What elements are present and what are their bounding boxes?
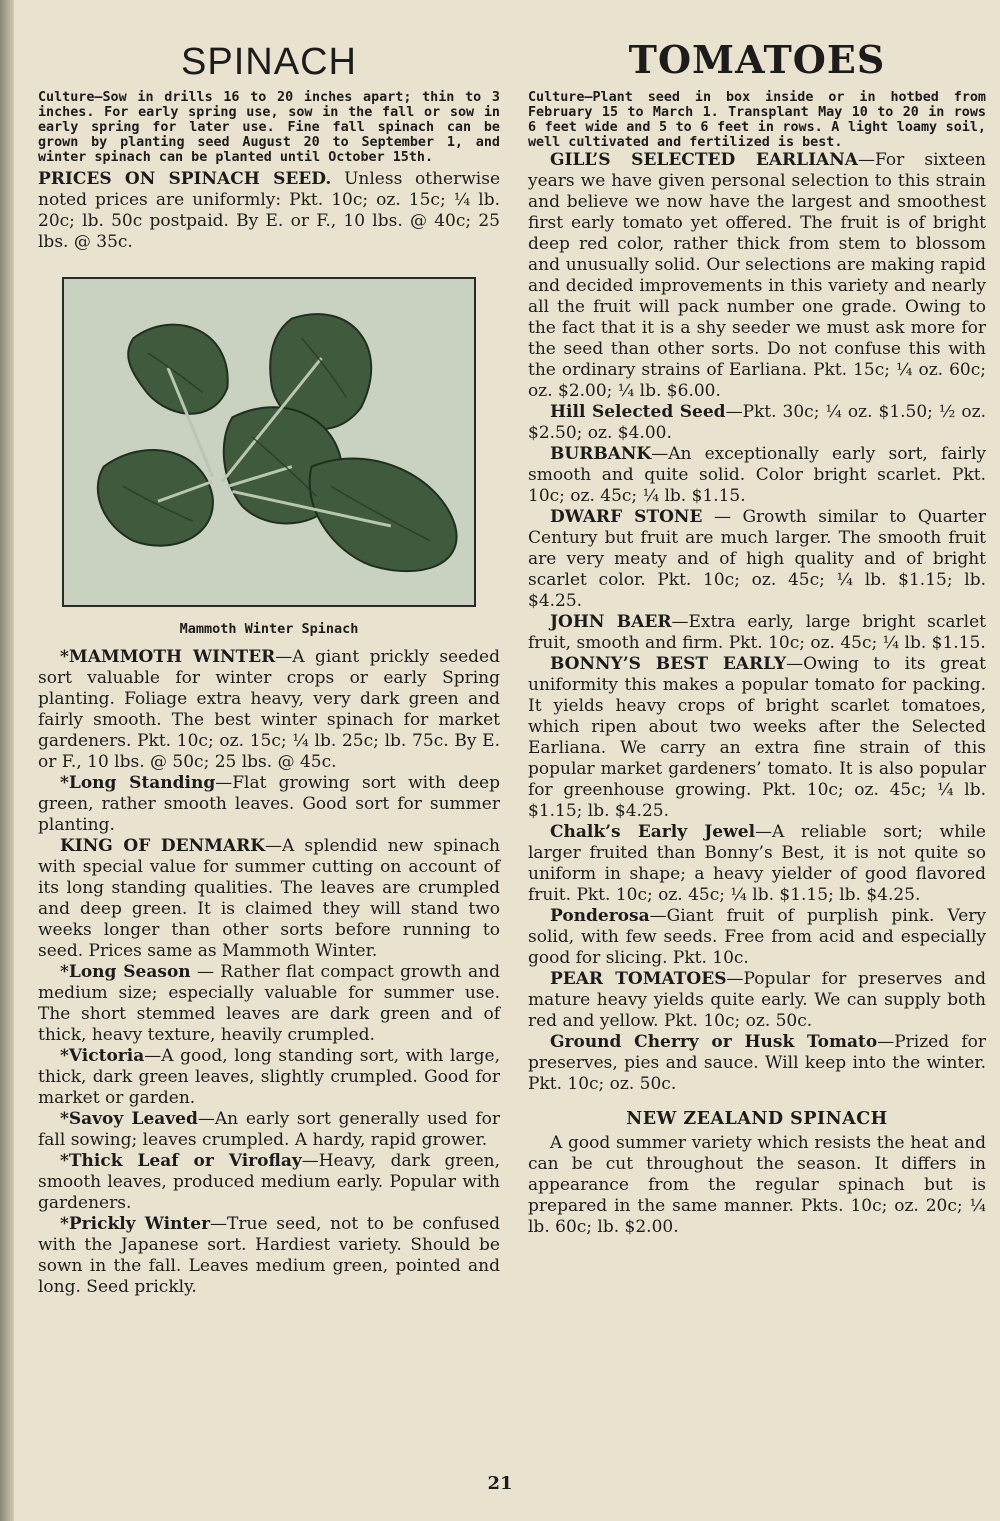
variety-description: —Heavy, dark green, smooth leaves, produced medium early. Popular with gardeners. xyxy=(38,1151,500,1213)
variety-description: —Owing to its great uniformity this makes a popular tomato for packing. It yields heavy crops of bright scarlet tomatoes, which ripen about two weeks after the Selected Earliana. We carry an extra fine strain of this popular market gardeners’ tomato. It is also popular for greenhouse growing. Pkt. 10c; oz. 45c; ¼ lb. $1.15; lb. $4.25. xyxy=(528,654,986,821)
variety-name: Chalk’s Early Jewel xyxy=(550,822,756,842)
variety-description: —A splendid new spinach with special value for summer cutting on account of its long standing qualities. The leaves are crumpled and deep green. It is claimed they will stand two weeks longer than other sorts before running to seed. Prices same as Mammoth Winter. xyxy=(38,836,500,961)
variety-name: *Long Season xyxy=(60,962,191,982)
variety-entry xyxy=(528,906,986,969)
variety-name: GILL’S SELECTED EARLIANA xyxy=(550,150,858,170)
variety-name: BURBANK xyxy=(550,444,652,464)
variety-name: *Victoria xyxy=(60,1046,145,1066)
variety-description: — Growth similar to Quarter Century but fruit are much larger. The smooth fruit are very meaty and of high quality and of bright scarlet color. Pkt. 10c; oz. 45c; ¼ lb. $1.15; lb. $4.25. xyxy=(528,507,986,611)
variety-description: — Rather flat compact growth and medium size; especially valuable for summer use. The short stemmed leaves are dark green and of thick, heavy texture, heavily crumpled. xyxy=(38,962,500,1045)
variety-entry xyxy=(38,1046,500,1109)
tomatoes-column xyxy=(528,0,986,1238)
spinach-prices-text: Unless otherwise noted prices are uniformly: Pkt. 10c; oz. 15c; ¼ lb. 20c; lb. 50c postpaid. By E. or F., 10 lbs. @ 40c; 25 lbs. @ 35c. xyxy=(38,169,501,252)
tomatoes-title: TOMATOES xyxy=(628,37,886,82)
variety-entry xyxy=(38,1214,500,1298)
new-zealand-spinach-text: A good summer variety which resists the heat and can be cut throughout the season. It differs in appearance from the regular spinach but is prepared in the same manner. Pkts. 10c; oz. 20c; ¼ lb. 60c; lb. $2.00. xyxy=(528,1133,986,1237)
variety-name: Hill Selected Seed xyxy=(550,402,726,422)
variety-entry xyxy=(38,773,500,836)
variety-name: KING OF DENMARK xyxy=(60,836,266,856)
variety-name: PEAR TOMATOES xyxy=(550,969,727,989)
variety-description: —Popular for preserves and mature heavy yields quite early. We can supply both red and yellow. Pkt. 10c; oz. 50c. xyxy=(528,969,986,1031)
variety-name: BONNY’S BEST EARLY xyxy=(550,654,787,674)
variety-description: —An early sort generally used for fall sowing; leaves crumpled. A hardy, rapid grower. xyxy=(38,1109,500,1150)
variety-entry xyxy=(528,1032,986,1095)
variety-name: Ground Cherry or Husk Tomato xyxy=(550,1032,878,1052)
spinach-prices xyxy=(38,169,500,253)
variety-name: *Prickly Winter xyxy=(60,1214,211,1234)
variety-entry xyxy=(38,836,500,962)
spinach-column xyxy=(38,0,500,1298)
variety-name: *Thick Leaf or Viroflay xyxy=(60,1151,302,1171)
spinach-prices-heading: PRICES ON SPINACH SEED. xyxy=(38,169,332,189)
spinach-leaves-illustration xyxy=(64,279,474,605)
variety-entry xyxy=(38,1109,500,1151)
new-zealand-spinach-heading: NEW ZEALAND SPINACH xyxy=(626,1109,888,1129)
variety-description: —Giant fruit of purplish pink. Very solid, with few seeds. Free from acid and especially good for slicing. Pkt. 10c. xyxy=(528,906,986,968)
variety-description: —Pkt. 30c; ¼ oz. $1.50; ½ oz. $2.50; oz. $4.00. xyxy=(528,402,987,443)
variety-name: JOHN BAER xyxy=(550,612,672,632)
spinach-photo-caption: Mammoth Winter Spinach xyxy=(179,621,359,637)
variety-description: —Flat growing sort with deep green, rather smooth leaves. Good sort for summer planting. xyxy=(38,773,500,835)
variety-description: —A giant prickly seeded sort valuable for winter crops or early Spring planting. Foliage extra heavy, very dark green and fairly smooth. The best winter spinach for market gardeners. Pkt. 10c; oz. 15c; ¼ lb. 25c; lb. 75c. By E. or F., 10 lbs. @ 50c; 25 lbs. @ 45c. xyxy=(38,647,500,772)
variety-name: *MAMMOTH WINTER xyxy=(60,647,276,667)
variety-name: DWARF STONE xyxy=(550,507,703,527)
variety-entry xyxy=(528,402,986,444)
variety-description: —An exceptionally early sort, fairly smooth and quite solid. Color bright scarlet. Pkt. 10c; oz. 45c; ¼ lb. $1.15. xyxy=(528,444,986,506)
page-number: 21 xyxy=(487,1473,513,1494)
variety-description: —For sixteen years we have given personal selection to this strain and believe we now have the largest and smoothest first early tomato yet offered. The fruit is of bright deep red color, rather thick from stem to blossom and unusually solid. Our selections are making rapid and decided improvements in this variety and nearly all the fruit will pack number one grade. Owing to the fact that it is a shy seeder we must ask more for the seed than other sorts. Do not confuse this with the ordinary strains of Earliana. Pkt. 15c; ¼ oz. 60c; oz. $2.00; ¼ lb. $6.00. xyxy=(528,150,986,401)
variety-name: Ponderosa xyxy=(550,906,650,926)
variety-entry xyxy=(38,1151,500,1214)
variety-entry xyxy=(528,969,986,1032)
variety-description: —Extra early, large bright scarlet fruit, smooth and firm. Pkt. 10c; oz. 45c; ¼ lb. $1.15. xyxy=(528,612,986,653)
variety-entry xyxy=(38,962,500,1046)
variety-description: —A reliable sort; while larger fruited than Bonny’s Best, it is not quite so uniform in shape; a heavy yielder of good flavored fruit. Pkt. 10c; oz. 45c; ¼ lb. $1.15; lb. $4.25. xyxy=(528,822,986,905)
variety-entry xyxy=(528,612,986,654)
variety-entry xyxy=(528,654,986,822)
binding-gutter xyxy=(0,0,14,1521)
spinach-photo xyxy=(62,277,476,607)
variety-name: *Long Standing xyxy=(60,773,216,793)
variety-description: —Prized for preserves, pies and sauce. Will keep into the winter. Pkt. 10c; oz. 50c. xyxy=(528,1032,986,1094)
variety-entry xyxy=(38,647,500,773)
spinach-title: SPINACH xyxy=(181,41,357,83)
spinach-culture: Culture—Sow in drills 16 to 20 inches apart; thin to 3 inches. For early spring use, sow in the fall or sow in early spring for later use. Fine fall spinach can be grown by planting seed August 20 to September 1, and winter spinach can be planted until October 15th. xyxy=(38,90,500,165)
variety-entry xyxy=(528,150,986,402)
variety-description: —A good, long standing sort, with large, thick, dark green leaves, slightly crumpled. Good for market or garden. xyxy=(38,1046,500,1108)
variety-entry xyxy=(528,507,986,612)
variety-entry xyxy=(528,822,986,906)
tomatoes-culture: Culture—Plant seed in box inside or in hotbed from February 15 to March 1. Transplant May 10 to 20 in rows 6 feet wide and 5 to 6 feet in rows. A light loamy soil, well cultivated and fertilized is best. xyxy=(528,90,986,150)
variety-name: *Savoy Leaved xyxy=(60,1109,198,1129)
variety-description: —True seed, not to be confused with the Japanese sort. Hardiest variety. Should be sown in the fall. Leaves medium green, pointed and long. Seed prickly. xyxy=(38,1214,500,1297)
variety-entry xyxy=(528,444,986,507)
